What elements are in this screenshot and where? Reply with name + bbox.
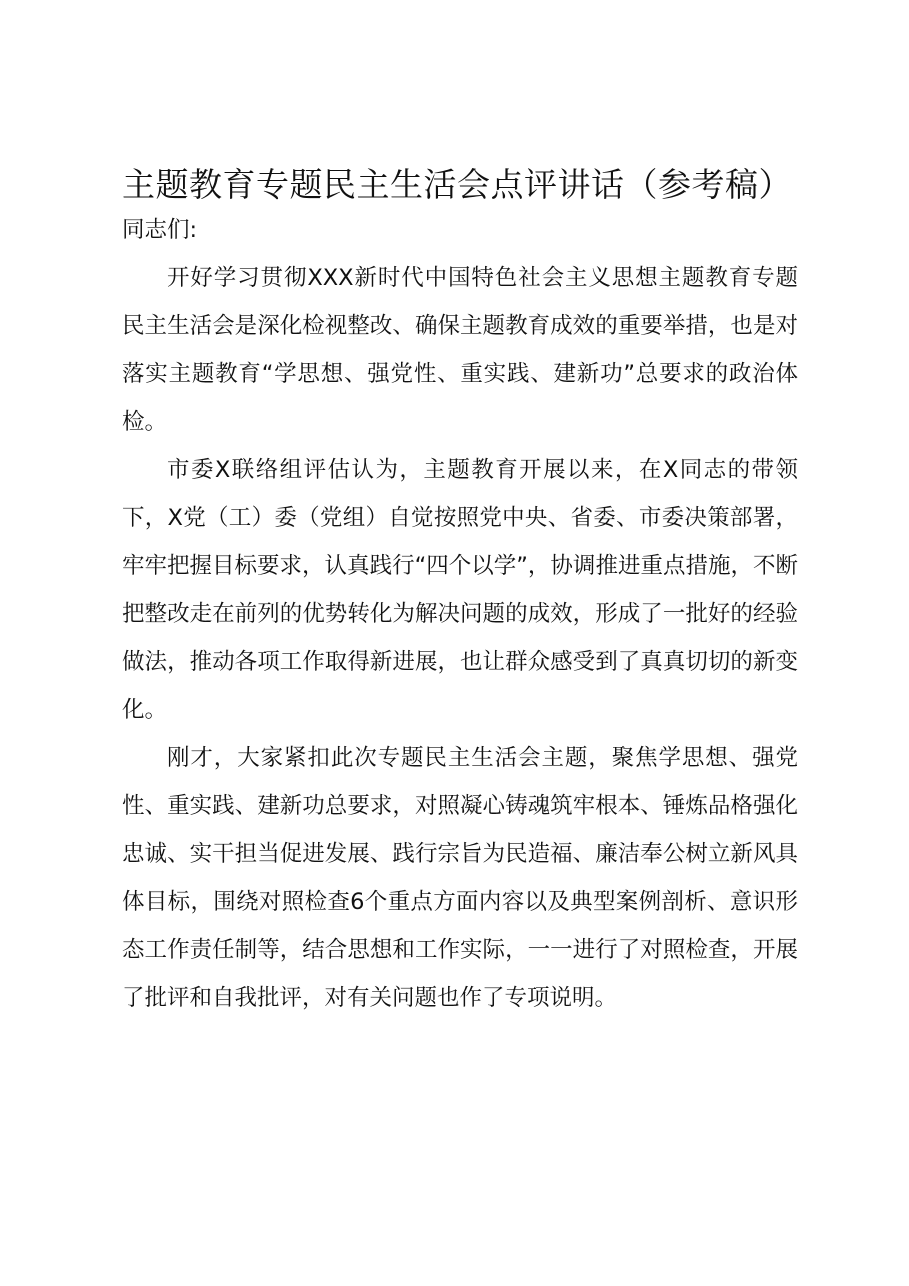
paragraph-1: 开好学习贯彻XXX新时代中国特色社会主义思想主题教育专题民主生活会是深化检视整改、确保主题教育成效的重要举措，也是对落实主题教育“学思想、强党性、重实践、建新功”总要求的政治体检。 [122, 265, 798, 435]
paragraph-2: 市委X联络组评估认为，主题教育开展以来，在X同志的带领下，X党（工）委（党组）自觉按照党中央、省委、市委决策部署，牢牢把握目标要求，认真践行“四个以学”，协调推进重点措施，不断把整改走在前列的优势转化为解决问题的成效，形成了一批好的经验做法，推动各项工作取得新进展，也让群众感受到了真真切切的新变化。 [122, 457, 798, 723]
paragraph-3: 刚才，大家紧扣此次专题民主生活会主题，聚焦学思想、强党性、重实践、建新功总要求，对照凝心铸魂筑牢根本、锤炼品格强化忠诚、实干担当促进发展、践行宗旨为民造福、廉洁奉公树立新风具体目标，围绕对照检查6个重点方面内容以及典型案例剖析、意识形态工作责任制等，结合思想和工作实际，一一进行了对照检查，开展了批评和自我批评，对有关问题也作了专项说明。 [122, 745, 798, 1011]
greeting: 同志们: [122, 217, 198, 243]
document-title: 主题教育专题民主生活会点评讲话（参考稿） [122, 165, 792, 204]
document-body [122, 206, 798, 1022]
